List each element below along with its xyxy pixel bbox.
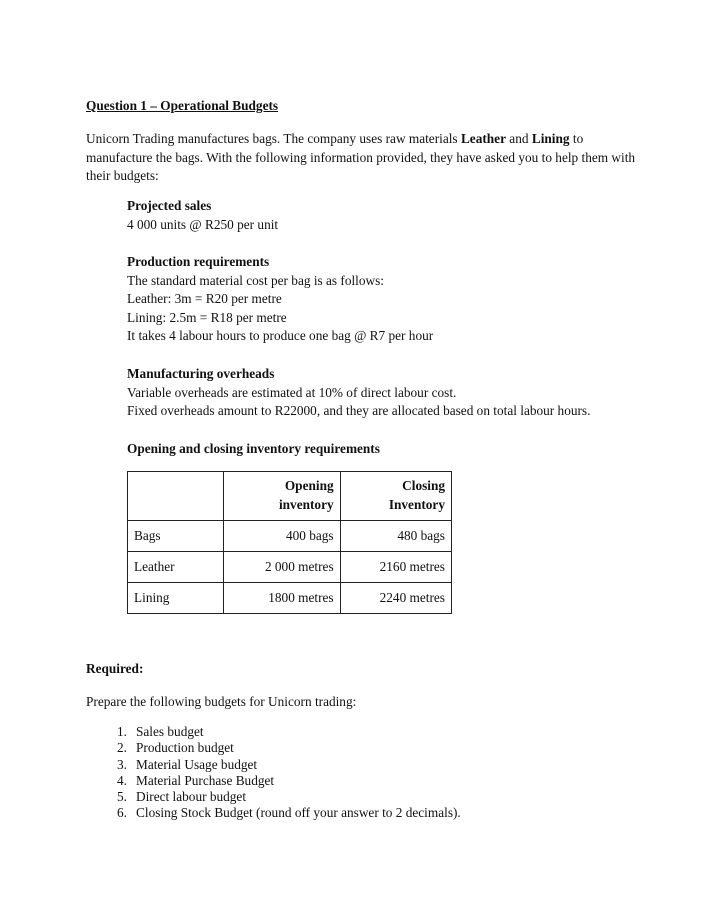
inventory-table [127,471,452,614]
list-label: Direct labour budget [136,789,247,805]
production-line: The standard material cost per bag is as follows: [127,272,384,288]
list-number: 1. [117,724,127,739]
list-item [86,724,461,740]
list-item [86,757,461,773]
overheads-title: Manufacturing overheads [127,366,275,381]
list-label: Closing Stock Budget (round off your answer to 2 decimals). [136,805,461,821]
production-line: It takes 4 labour hours to produce one bag @ R7 per hour [127,328,434,344]
intro-text-2: and [505,131,532,146]
intro-bold-lining: Lining [531,131,570,146]
production-section [127,253,647,346]
intro-text-1: Unicorn Trading manufactures bags. The company uses raw materials [86,131,461,146]
list-label: Material Usage budget [136,756,258,772]
list-label: Production budget [136,740,234,756]
table-cell: 400 bags [224,521,340,552]
production-line: Lining: 2.5m = R18 per metre [127,309,287,325]
projected-sales-title: Projected sales [127,198,212,213]
table-cell: 480 bags [340,521,451,552]
table-header-cell [340,472,451,521]
projected-sales-section [127,197,647,234]
table-cell: 2 000 metres [224,552,340,583]
list-number: 4. [117,772,127,788]
header-closing: Closing [402,478,445,494]
list-number: 6. [117,805,127,821]
table-row [128,583,452,614]
table-cell: Bags [128,521,224,552]
table-cell: 2160 metres [340,552,451,583]
projected-sales-line: 4 000 units @ R250 per unit [127,216,279,232]
prepare-text: Prepare the following budgets for Unicorn trading: [86,694,357,709]
list-number: 2. [117,740,127,756]
list-item [86,740,461,756]
intro-text-3: to manufacture the bags. With the following information provided, they have asked you to help them with their budgets: [86,131,636,184]
list-label: Material Purchase Budget [136,772,275,788]
table-cell: 1800 metres [224,583,340,614]
overheads-line: Fixed overheads amount to R22000, and they are allocated based on total labour hours. [127,403,591,419]
list-number: 5. [117,789,127,805]
table-cell: 2240 metres [340,583,451,614]
header-inventory: inventory [278,497,334,512]
list-label: Sales budget [136,724,204,739]
table-header-cell [224,472,340,521]
table-row [128,552,452,583]
table-header-row [128,472,452,521]
header-inventory: Inventory [388,497,445,512]
table-cell: Leather [128,552,224,583]
budget-list [86,724,461,822]
overheads-line: Variable overheads are estimated at 10% of direct labour cost. [127,384,457,400]
intro-paragraph [86,130,646,186]
intro-bold-leather: Leather [460,131,506,146]
inventory-title: Opening and closing inventory requirements [127,441,380,456]
table-row [128,521,452,552]
table-cell: Lining [128,583,224,614]
table-header-cell [128,472,224,521]
list-item [86,805,461,821]
list-item [86,789,461,805]
list-number: 3. [117,756,127,772]
question-heading: Question 1 – Operational Budgets [86,98,279,113]
list-item [86,773,461,789]
production-line: Leather: 3m = R20 per metre [127,291,282,307]
header-opening: Opening [284,478,334,494]
overheads-section [127,365,647,421]
required-heading: Required: [86,661,144,676]
production-title: Production requirements [127,254,270,269]
